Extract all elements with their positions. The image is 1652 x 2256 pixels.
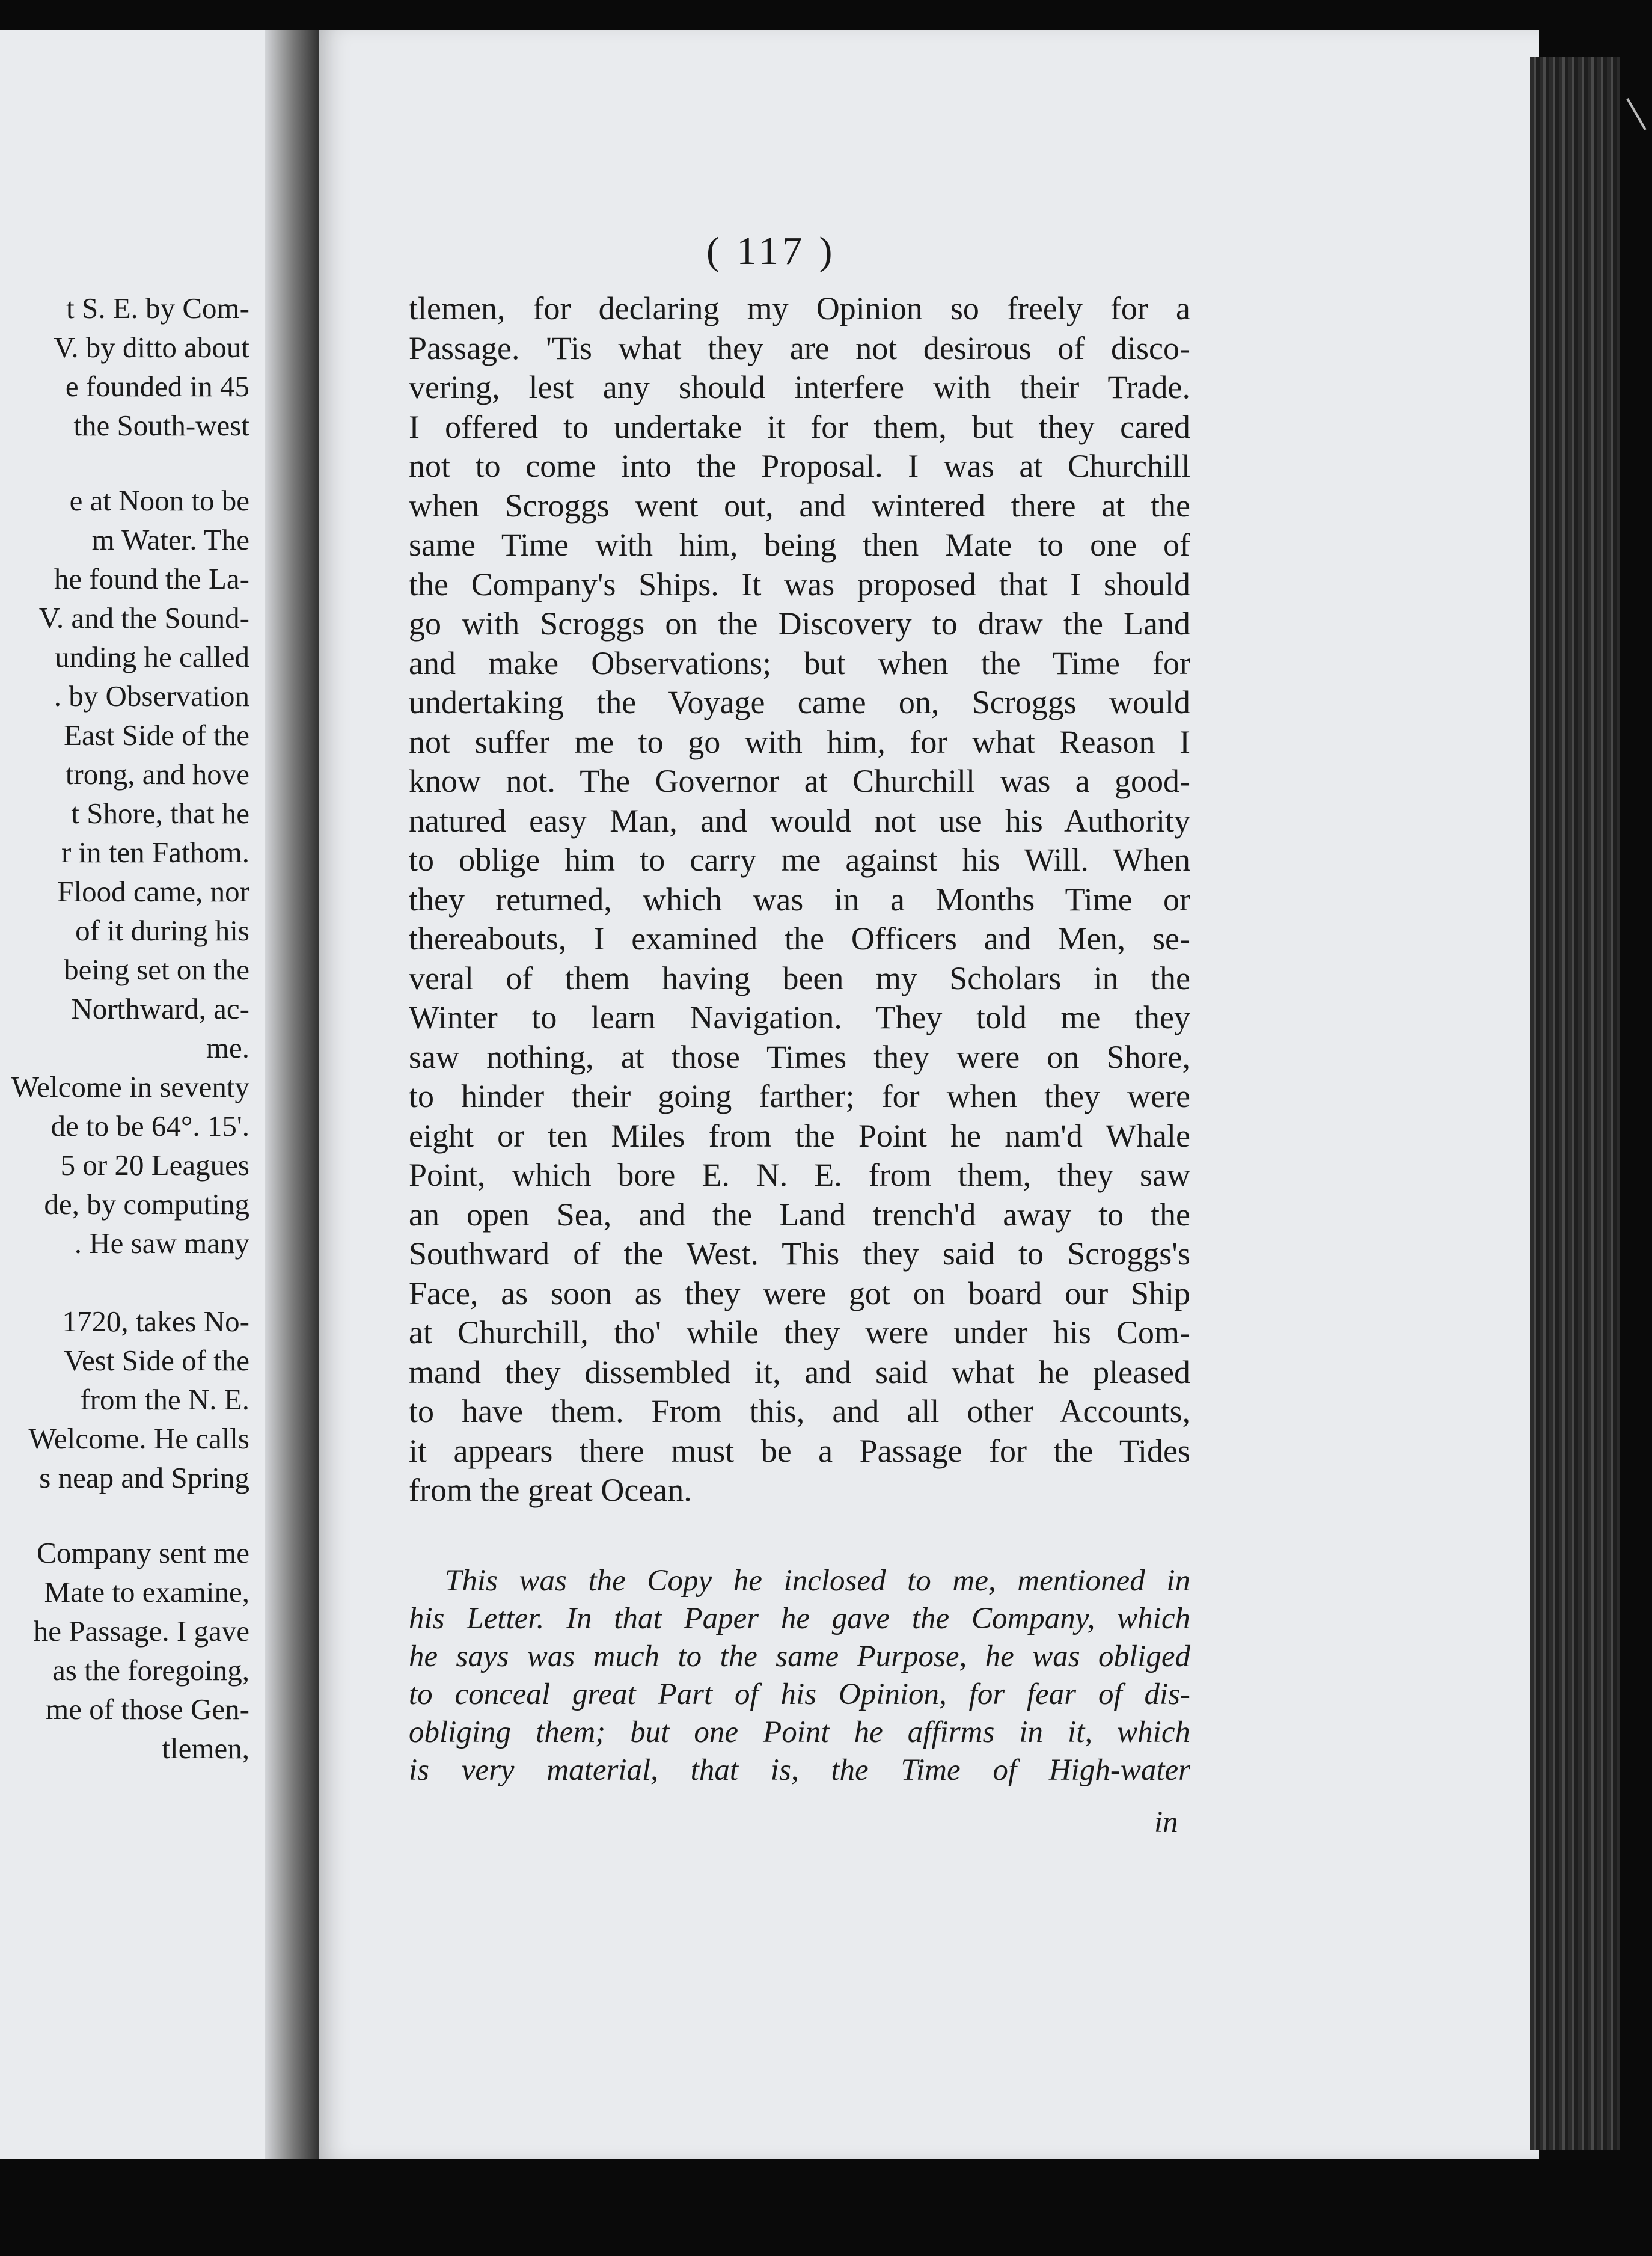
left-page-line: s neap and Spring: [39, 1461, 249, 1494]
left-page-line: he Passage. I gave: [33, 1614, 249, 1648]
left-page-line: Vest Side of the: [64, 1344, 249, 1377]
edge-mark: [1626, 98, 1646, 130]
left-page-line: the South-west: [73, 409, 249, 442]
body-line: saw nothing, at those Times they were on Shore,: [409, 1038, 1190, 1075]
left-page-line: t S. E. by Com-: [66, 292, 249, 325]
body-line: when Scroggs went out, and wintered there at the: [409, 487, 1190, 524]
body-line: undertaking the Voyage came on, Scroggs would: [409, 684, 1190, 720]
body-line: Passage. 'Tis what they are not desirous of disco-: [409, 330, 1190, 366]
body-line: not to come into the Proposal. I was at Churchill: [409, 448, 1190, 484]
left-page-line: of it during his: [75, 914, 249, 947]
body-line: go with Scroggs on the Discovery to draw the Land: [409, 605, 1190, 642]
left-page-line: e at Noon to be: [69, 484, 249, 517]
left-page-line: m Water. The: [91, 523, 249, 556]
left-page-line: 1720, takes No-: [62, 1305, 249, 1338]
left-page-line: as the foregoing,: [52, 1654, 249, 1687]
left-page-line: East Side of the: [64, 719, 249, 752]
italic-line: obliging them; but one Point he affirms in it, which: [409, 1715, 1190, 1749]
left-page-line: t Shore, that he: [71, 797, 249, 830]
body-line: it appears there must be a Passage for the Tides: [409, 1432, 1190, 1469]
left-page-line: . by Observation: [54, 679, 249, 713]
left-page-line: de to be 64°. 15'.: [50, 1109, 249, 1142]
body-line: natured easy Man, and would not use his Authority: [409, 802, 1190, 839]
left-page-line: tlemen,: [162, 1732, 249, 1765]
body-line: Winter to learn Navigation. They told me they: [409, 999, 1190, 1035]
body-line: to have them. From this, and all other Accounts,: [409, 1393, 1190, 1429]
body-line: to oblige him to carry me against his Will. When: [409, 842, 1190, 878]
body-line: tlemen, for declaring my Opinion so freely for a: [409, 290, 1190, 326]
body-line: Point, which bore E. N. E. from them, they saw: [409, 1157, 1190, 1193]
body-line: vering, lest any should interfere with their Trade.: [409, 369, 1190, 405]
left-page-line: Northward, ac-: [71, 992, 249, 1025]
left-page-line: e founded in 45: [65, 370, 249, 403]
left-page-line: unding he called: [55, 640, 249, 673]
body-line: mand they dissembled it, and said what he pleased: [409, 1353, 1190, 1390]
book-gutter: [265, 30, 322, 2159]
page-number: ( 117 ): [706, 229, 836, 273]
body-line: Southward of the West. This they said to Scroggs's: [409, 1236, 1190, 1272]
left-page-line: me.: [206, 1031, 249, 1064]
body-line: veral of them having been my Scholars in the: [409, 960, 1190, 996]
left-page-line: de, by computing: [44, 1188, 249, 1221]
italic-line: This was the Copy he inclosed to me, mentioned in: [445, 1564, 1190, 1598]
left-page-line: Welcome. He calls: [28, 1422, 249, 1455]
italic-line: to conceal great Part of his Opinion, for fear of dis-: [409, 1678, 1190, 1711]
body-line: I offered to undertake it for them, but they cared: [409, 408, 1190, 445]
italic-line: he says was much to the same Purpose, he was obliged: [409, 1640, 1190, 1673]
body-line: at Churchill, tho' while they were under his Com-: [409, 1314, 1190, 1350]
left-page-line: from the N. E.: [80, 1383, 249, 1416]
left-page-line: Welcome in seventy: [11, 1070, 249, 1103]
catchword: in: [1154, 1806, 1178, 1839]
left-page-line: V. and the Sound-: [38, 601, 249, 634]
italic-line: his Letter. In that Paper he gave the Company, which: [409, 1602, 1190, 1635]
body-line: an open Sea, and the Land trench'd away to the: [409, 1196, 1190, 1233]
body-line: and make Observations; but when the Time for: [409, 645, 1190, 681]
body-line: they returned, which was in a Months Time or: [409, 881, 1190, 918]
left-page-line: me of those Gen-: [46, 1693, 249, 1726]
italic-line: is very material, that is, the Time of High-water: [409, 1753, 1190, 1787]
left-page-line: 5 or 20 Leagues: [60, 1148, 249, 1182]
left-page-line: V. by ditto about: [54, 331, 249, 364]
left-page-line: Company sent me: [37, 1536, 249, 1569]
left-page-line: . He saw many: [74, 1227, 249, 1260]
left-page-line: trong, and hove: [65, 758, 249, 791]
left-page-line: being set on the: [64, 953, 249, 986]
body-line: eight or ten Miles from the Point he nam'd Whale: [409, 1117, 1190, 1154]
body-line: Face, as soon as they were got on board our Ship: [409, 1275, 1190, 1311]
body-line: the Company's Ships. It was proposed that I should: [409, 566, 1190, 602]
body-line: same Time with him, being then Mate to one of: [409, 527, 1190, 563]
body-line: not suffer me to go with him, for what Reason I: [409, 723, 1190, 760]
body-line: to hinder their going farther; for when they were: [409, 1078, 1190, 1114]
body-line: from the great Ocean.: [409, 1472, 692, 1508]
left-page-line: Flood came, nor: [57, 875, 249, 908]
left-page-line: he found the La-: [54, 562, 249, 595]
left-page-line: r in ten Fathom.: [61, 836, 249, 869]
body-line: thereabouts, I examined the Officers and Men, se-: [409, 921, 1190, 957]
page-block-edge: [1530, 57, 1620, 2150]
left-page-line: Mate to examine,: [44, 1575, 249, 1608]
body-line: know not. The Governor at Churchill was a good-: [409, 763, 1190, 799]
